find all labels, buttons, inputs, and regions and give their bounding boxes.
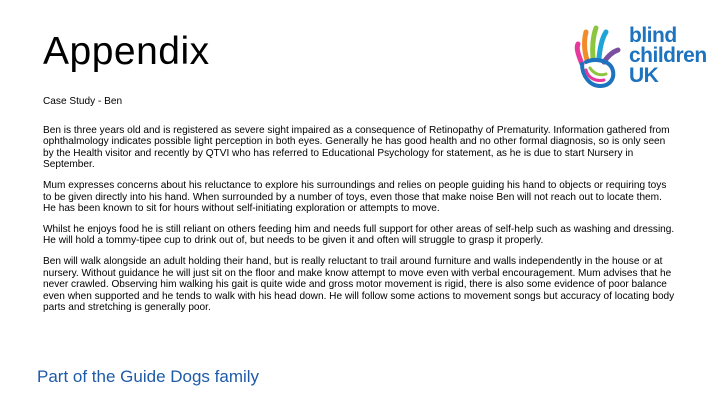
footer-tagline: Part of the Guide Dogs family [37, 367, 260, 386]
case-study-label: Case Study - Ben [43, 96, 123, 107]
logo-wordmark [629, 26, 707, 86]
logo-line-3: UK [629, 64, 659, 87]
logo-line-1: blind [629, 24, 677, 47]
paragraph-self-help: Whilst he enjoys food he is still reliant on others feeding him and needs full support for other areas of self-help such as washing and dressing. He will hold a tommy-tipee cup to drink out of, but needs to be given it and often will struggle to grasp it properly. [43, 223, 675, 247]
rainbow-hand-icon [572, 24, 632, 94]
paragraph-exploration: Mum expresses concerns about his reluctance to explore his surroundings and relies on people guiding his hand to objects or requiring toys to be given directly into his hand. When surrounded by a number of toys, even those that make noise Ben will not reach out to locate them. He has been known to sit for hours without self-initiating exploration or attempts to move. [43, 179, 667, 215]
logo-line-2: children [629, 44, 707, 67]
blind-children-uk-logo [572, 24, 707, 96]
slide-title: Appendix [43, 30, 210, 73]
paragraph-mobility: Ben will walk alongside an adult holding their hand, but is really reluctant to trail around furniture and walls independently in the house or at nursery. Without guidance he will just sit on the floor and make know attempt to move even with verbal encouragement. Mum advises that he never crawled. Observing him walking his gait is quite wide and gross motor movement is rigid, there is also some evidence of poor balance even when supported and he tends to walk with his head down. He will follow some actions to movement songs but accuracy of locating body parts and stretching is generally poor. [43, 255, 675, 314]
case-study-body [43, 96, 675, 323]
paragraph-background: Ben is three years old and is registered as severe sight impaired as a consequence of Retinopathy of Prematurity. Information gathered from ophthalmology indicates possible light perception in both eyes. Generally he has good health and no other formal diagnosis, so is only seen by the Health visitor and recently by QTVI who has referred to Educational Psychology for statement, as he is due to start Nursery in September. [43, 124, 670, 171]
